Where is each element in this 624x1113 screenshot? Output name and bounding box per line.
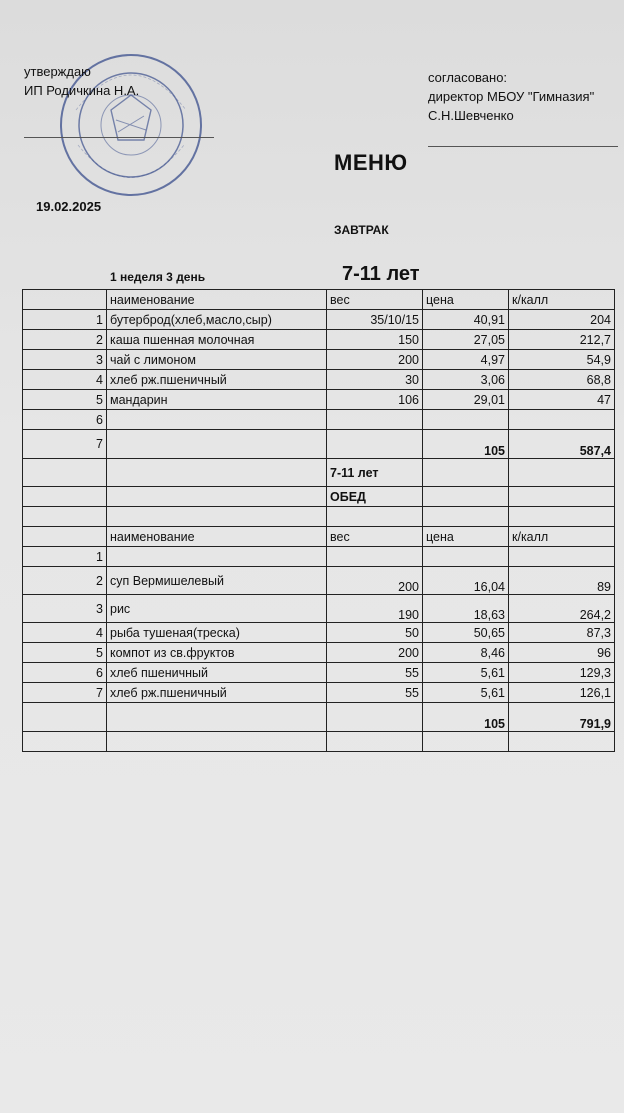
lunch-heading: ОБЕД bbox=[327, 487, 423, 507]
dish-name: бутерброд(хлеб,масло,сыр) bbox=[107, 310, 327, 330]
table-row bbox=[23, 410, 615, 430]
column-header-name: наименование bbox=[107, 527, 327, 547]
dish-name: каша пшенная молочная bbox=[107, 330, 327, 350]
dish-weight: 50 bbox=[327, 623, 423, 643]
table-cell bbox=[23, 732, 107, 752]
table-row bbox=[23, 310, 615, 330]
signature-line bbox=[428, 146, 618, 147]
row-number: 3 bbox=[23, 595, 107, 623]
dish-weight: 35/10/15 bbox=[327, 310, 423, 330]
dish-kcal: 129,3 bbox=[509, 663, 615, 683]
dish-name: чай с лимоном bbox=[107, 350, 327, 370]
dish-name: хлеб пшеничный bbox=[107, 663, 327, 683]
dish-weight: 200 bbox=[327, 643, 423, 663]
table-cell bbox=[327, 732, 423, 752]
table-row bbox=[23, 370, 615, 390]
dish-weight bbox=[327, 547, 423, 567]
dish-name: хлеб рж.пшеничный bbox=[107, 683, 327, 703]
table-cell bbox=[107, 459, 327, 487]
dish-price: 16,04 bbox=[423, 567, 509, 595]
age-group-label: 7-11 лет bbox=[327, 459, 423, 487]
table-cell bbox=[423, 507, 509, 527]
row-number: 3 bbox=[23, 350, 107, 370]
dish-name: рыба тушеная(треска) bbox=[107, 623, 327, 643]
page-title: МЕНЮ bbox=[334, 150, 408, 175]
table-row bbox=[23, 663, 615, 683]
column-header-weight: вес bbox=[327, 290, 423, 310]
table-row bbox=[23, 350, 615, 370]
dish-price bbox=[423, 410, 509, 430]
table-cell bbox=[23, 527, 107, 547]
table-cell bbox=[509, 487, 615, 507]
table-cell bbox=[327, 703, 423, 732]
agreed-label: согласовано: bbox=[428, 70, 508, 85]
dish-kcal: 68,8 bbox=[509, 370, 615, 390]
menu-table bbox=[22, 289, 615, 752]
dish-price: 5,61 bbox=[423, 663, 509, 683]
dish-price: 18,63 bbox=[423, 595, 509, 623]
column-header-price: цена bbox=[423, 290, 509, 310]
table-cell bbox=[107, 487, 327, 507]
dish-weight: 200 bbox=[327, 350, 423, 370]
total-kcal: 587,4 bbox=[509, 430, 615, 459]
breakfast-total-row bbox=[23, 430, 615, 459]
table-cell bbox=[327, 430, 423, 459]
table-row bbox=[23, 390, 615, 410]
dish-kcal: 87,3 bbox=[509, 623, 615, 643]
dish-name: компот из св.фруктов bbox=[107, 643, 327, 663]
approve-label: утверждаю bbox=[24, 64, 91, 79]
dish-name: суп Вермишелевый bbox=[107, 567, 327, 595]
total-price: 105 bbox=[423, 430, 509, 459]
table-row bbox=[23, 683, 615, 703]
approval-block bbox=[24, 62, 139, 100]
dish-name bbox=[107, 547, 327, 567]
dish-name: мандарин bbox=[107, 390, 327, 410]
table-row bbox=[23, 643, 615, 663]
row-number: 6 bbox=[23, 663, 107, 683]
lunch-rows bbox=[23, 527, 615, 752]
row-number: 4 bbox=[23, 623, 107, 643]
table-row bbox=[23, 547, 615, 567]
table-cell bbox=[23, 459, 107, 487]
table-cell bbox=[23, 290, 107, 310]
week-day-label: 1 неделя 3 день bbox=[110, 270, 206, 284]
table-cell bbox=[107, 430, 327, 459]
row-number: 7 bbox=[23, 683, 107, 703]
agreed-position: директор МБОУ "Гимназия" bbox=[428, 89, 595, 104]
agreed-name: С.Н.Шевченко bbox=[428, 108, 514, 123]
breakfast-rows bbox=[23, 310, 615, 527]
lunch-heading-row bbox=[23, 487, 615, 507]
table-row bbox=[23, 567, 615, 595]
row-number: 4 bbox=[23, 370, 107, 390]
row-number: 1 bbox=[23, 310, 107, 330]
row-number: 2 bbox=[23, 567, 107, 595]
signature-line bbox=[24, 137, 214, 138]
dish-price: 8,46 bbox=[423, 643, 509, 663]
spacer-row bbox=[23, 732, 615, 752]
table-cell bbox=[107, 732, 327, 752]
age-group-label: 7-11 лет bbox=[342, 263, 420, 285]
table-cell bbox=[509, 732, 615, 752]
dish-weight: 55 bbox=[327, 683, 423, 703]
row-number: 6 bbox=[23, 410, 107, 430]
table-cell bbox=[23, 703, 107, 732]
dish-kcal: 47 bbox=[509, 390, 615, 410]
dish-price: 50,65 bbox=[423, 623, 509, 643]
breakfast-heading: ЗАВТРАК bbox=[334, 223, 389, 237]
table-cell bbox=[509, 459, 615, 487]
dish-name bbox=[107, 410, 327, 430]
dish-price: 29,01 bbox=[423, 390, 509, 410]
table-cell bbox=[327, 507, 423, 527]
approve-name: ИП Родичкина Н.А. bbox=[24, 83, 140, 98]
agreement-block bbox=[428, 68, 594, 125]
dish-kcal: 264,2 bbox=[509, 595, 615, 623]
column-header-weight: вес bbox=[327, 527, 423, 547]
breakfast-header-row bbox=[23, 290, 615, 310]
table-cell bbox=[23, 487, 107, 507]
column-header-price: цена bbox=[423, 527, 509, 547]
table-cell bbox=[107, 507, 327, 527]
dish-weight: 106 bbox=[327, 390, 423, 410]
table-cell bbox=[509, 507, 615, 527]
dish-price: 27,05 bbox=[423, 330, 509, 350]
row-number: 1 bbox=[23, 547, 107, 567]
column-header-name: наименование bbox=[107, 290, 327, 310]
dish-price: 3,06 bbox=[423, 370, 509, 390]
menu-date: 19.02.2025 bbox=[36, 199, 102, 214]
dish-name: хлеб рж.пшеничный bbox=[107, 370, 327, 390]
column-header-kcal: к/калл bbox=[509, 527, 615, 547]
table-cell bbox=[423, 459, 509, 487]
dish-kcal: 54,9 bbox=[509, 350, 615, 370]
row-number: 7 bbox=[23, 430, 107, 459]
dish-weight: 30 bbox=[327, 370, 423, 390]
table-row bbox=[23, 623, 615, 643]
lunch-header-row bbox=[23, 527, 615, 547]
total-kcal: 791,9 bbox=[509, 703, 615, 732]
table-row bbox=[23, 330, 615, 350]
dish-price: 40,91 bbox=[423, 310, 509, 330]
row-number: 2 bbox=[23, 330, 107, 350]
dish-name: рис bbox=[107, 595, 327, 623]
dish-weight: 55 bbox=[327, 663, 423, 683]
dish-weight: 150 bbox=[327, 330, 423, 350]
table-cell bbox=[423, 487, 509, 507]
spacer-row bbox=[23, 507, 615, 527]
row-number: 5 bbox=[23, 390, 107, 410]
dish-kcal bbox=[509, 547, 615, 567]
dish-kcal: 212,7 bbox=[509, 330, 615, 350]
lunch-total-row bbox=[23, 703, 615, 732]
row-number: 5 bbox=[23, 643, 107, 663]
dish-kcal: 126,1 bbox=[509, 683, 615, 703]
table-cell bbox=[423, 732, 509, 752]
dish-weight: 190 bbox=[327, 595, 423, 623]
table-cell bbox=[23, 507, 107, 527]
dish-price: 4,97 bbox=[423, 350, 509, 370]
dish-price: 5,61 bbox=[423, 683, 509, 703]
table-cell bbox=[107, 703, 327, 732]
table-row bbox=[23, 595, 615, 623]
lunch-age-row bbox=[23, 459, 615, 487]
dish-weight bbox=[327, 410, 423, 430]
dish-weight: 200 bbox=[327, 567, 423, 595]
dish-kcal: 89 bbox=[509, 567, 615, 595]
total-price: 105 bbox=[423, 703, 509, 732]
dish-price bbox=[423, 547, 509, 567]
dish-kcal: 96 bbox=[509, 643, 615, 663]
dish-kcal: 204 bbox=[509, 310, 615, 330]
dish-kcal bbox=[509, 410, 615, 430]
column-header-kcal: к/калл bbox=[509, 290, 615, 310]
